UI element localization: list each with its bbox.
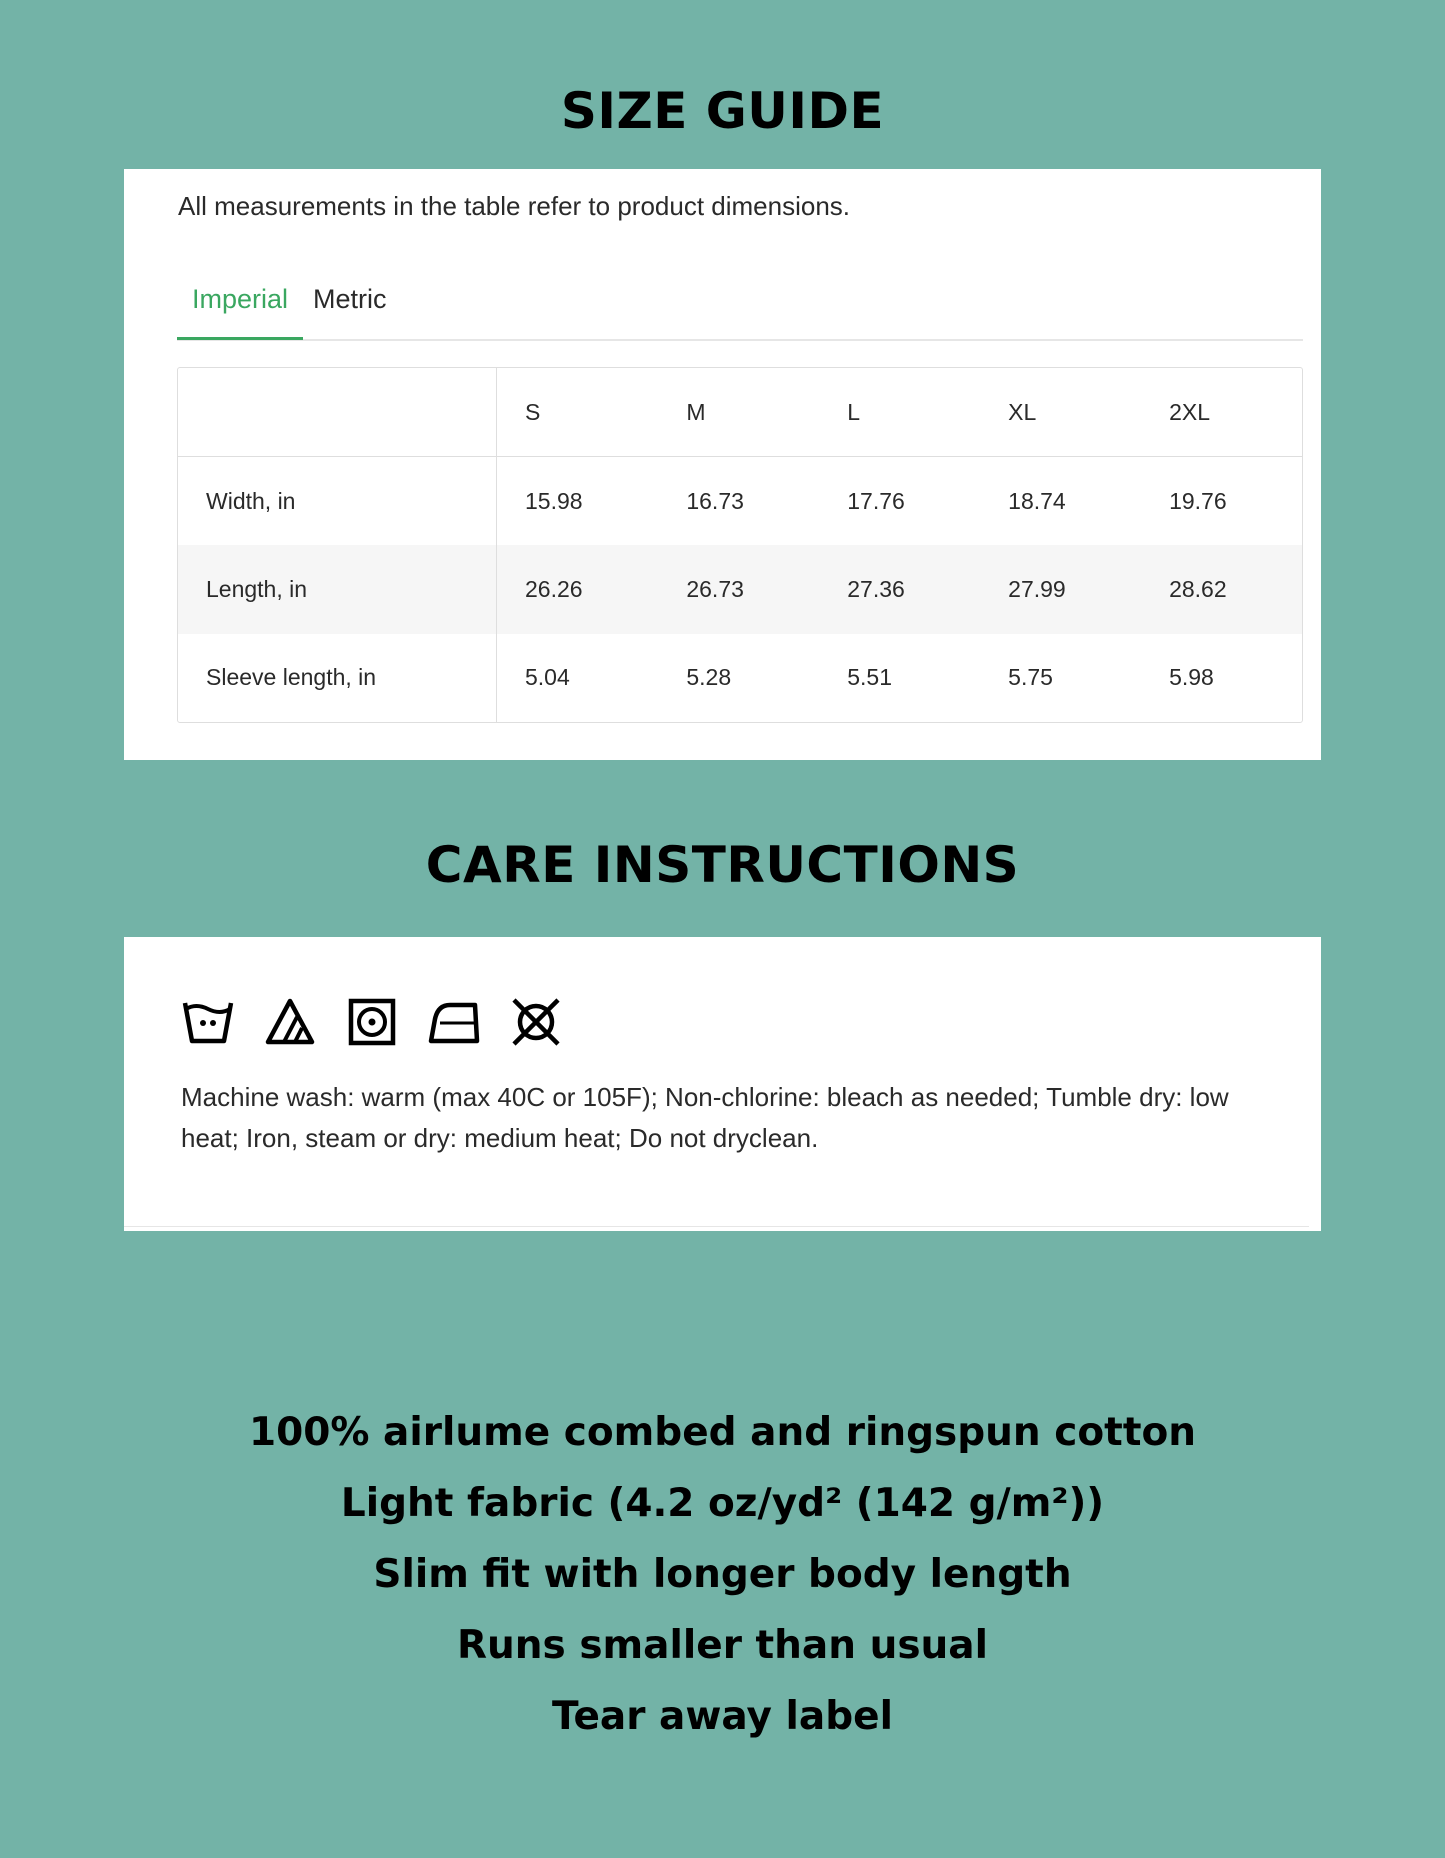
unit-tabs — [177, 273, 1303, 341]
tab-metric[interactable]: Metric — [313, 284, 387, 314]
care-instructions-title: CARE INSTRUCTIONS — [425, 836, 1020, 894]
size-table-corner-cell — [178, 368, 497, 457]
size-header-m: M — [686, 398, 706, 425]
size-guide-title: SIZE GUIDE — [560, 82, 885, 140]
table-cell: 28.62 — [1169, 575, 1227, 602]
size-header-2xl: 2XL — [1169, 398, 1210, 425]
size-table-header-row — [178, 368, 1302, 457]
feature-item: Slim fit with longer body length — [373, 1552, 1072, 1597]
table-row-length — [178, 545, 1302, 633]
feature-item: Runs smaller than usual — [456, 1623, 988, 1668]
feature-item: Light fabric (4.2 oz/yd² (142 g/m²)) — [340, 1481, 1105, 1526]
table-cell: 27.36 — [847, 575, 905, 602]
table-cell: 26.73 — [686, 575, 744, 602]
table-row-sleeve-length — [178, 634, 1302, 722]
care-instructions-panel — [124, 937, 1321, 1231]
iron-medium-icon — [428, 997, 480, 1047]
table-cell: 5.75 — [1008, 664, 1053, 691]
size-guide-panel — [124, 169, 1321, 760]
tumble-dry-low-icon — [346, 997, 398, 1047]
feature-item: Tear away label — [552, 1694, 893, 1739]
table-cell: 15.98 — [525, 487, 583, 514]
table-cell: 18.74 — [1008, 487, 1066, 514]
do-not-dryclean-icon — [510, 997, 562, 1047]
size-header-xl: XL — [1008, 398, 1037, 425]
tab-imperial[interactable]: Imperial — [177, 273, 303, 340]
row-label: Sleeve length, in — [178, 634, 497, 722]
table-cell: 19.76 — [1169, 487, 1227, 514]
table-cell: 27.99 — [1008, 575, 1066, 602]
size-guide-intro: All measurements in the table refer to product dimensions. — [178, 191, 851, 221]
table-cell: 5.04 — [525, 664, 570, 691]
size-header-l: L — [847, 398, 861, 425]
care-divider — [124, 1226, 1309, 1227]
table-cell: 26.26 — [525, 575, 583, 602]
row-label: Length, in — [178, 545, 497, 633]
non-chlorine-bleach-icon — [264, 997, 316, 1047]
size-table — [177, 367, 1303, 723]
table-row-width — [178, 457, 1302, 546]
machine-wash-warm-icon — [182, 997, 234, 1047]
size-header-s: S — [525, 398, 541, 425]
row-label: Width, in — [178, 457, 497, 546]
table-cell: 17.76 — [847, 487, 905, 514]
care-instructions-text: Machine wash: warm (max 40C or 105F); Non-chlorine: bleach as needed; Tumble dry: low heat; Iron, steam or dry: medium heat; Do not dryclean. — [181, 1082, 1229, 1153]
table-cell: 5.51 — [847, 664, 893, 691]
table-cell: 16.73 — [686, 487, 744, 514]
table-cell: 5.98 — [1169, 664, 1214, 691]
feature-item: 100% airlume combed and ringspun cotton — [248, 1410, 1197, 1455]
product-features — [0, 1407, 1445, 1762]
table-cell: 5.28 — [686, 664, 732, 691]
